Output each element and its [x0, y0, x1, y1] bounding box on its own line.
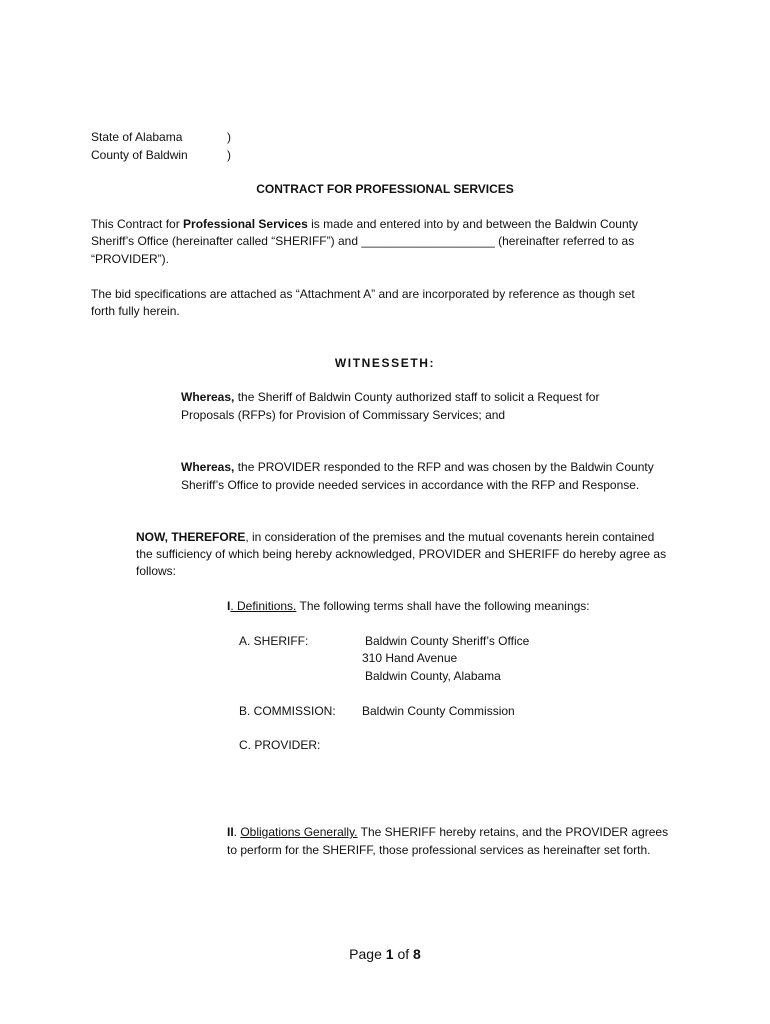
witnesseth-heading: WITNESSETH: — [334, 356, 436, 370]
section-2-line-1 — [227, 824, 668, 842]
definition-a-line-2: 310 Hand Avenue — [362, 651, 458, 665]
section-text: The following terms shall have the following meanings: — [296, 599, 590, 613]
caption-paren: ) — [227, 130, 231, 144]
intro-bold-term: Professional Services — [183, 217, 308, 231]
now-therefore-line-2: the sufficiency of which being hereby acknowledged, PROVIDER and SHERIFF do hereby agree as — [136, 547, 667, 561]
now-therefore-line-3: follows: — [136, 564, 177, 578]
bid-line-2: forth fully herein. — [91, 304, 180, 318]
section-text: The SHERIFF hereby retains, and the PROVIDER agrees — [357, 825, 669, 839]
whereas-keyword: Whereas, — [181, 460, 235, 474]
now-therefore-keyword: NOW, THEREFORE — [136, 530, 246, 544]
section-2-line-2: to perform for the SHERIFF, those professional services as hereinafter set forth. — [227, 843, 651, 857]
section-title: . Definitions. — [230, 599, 297, 613]
whereas-1-line-1 — [181, 389, 599, 407]
document-title: CONTRACT FOR PROFESSIONAL SERVICES — [256, 182, 514, 196]
now-therefore-text: , in consideration of the premises and the mutual covenants herein contained — [245, 530, 655, 544]
whereas-keyword: Whereas, — [181, 390, 235, 404]
county-caption: County of Baldwin — [91, 148, 188, 162]
definition-a-label: A. SHERIFF: — [239, 634, 309, 648]
state-caption: State of Alabama — [91, 130, 183, 144]
bid-line-1: The bid specifications are attached as “Attachment A” and are incorporated by reference as though set — [91, 287, 635, 301]
definition-a-line-1: Baldwin County Sheriff’s Office — [365, 634, 530, 648]
intro-text: This Contract for — [91, 217, 184, 231]
section-title: Obligations Generally. — [240, 825, 358, 839]
whereas-text: the Sheriff of Baldwin County authorized staff to solicit a Request for — [234, 390, 600, 404]
intro-line-1 — [91, 216, 638, 234]
caption-paren: ) — [227, 148, 231, 162]
whereas-1-line-2: Proposals (RFPs) for Provision of Commissary Services; and — [181, 408, 506, 422]
section-separator: . — [233, 825, 241, 839]
total-page-count: 8 — [413, 946, 421, 962]
definition-b-label: B. COMMISSION: — [239, 704, 336, 718]
section-number: II — [227, 825, 234, 839]
intro-line-2: Sheriff’s Office (hereinafter called “SHERIFF”) and ____________________ (hereinafter referred to as — [91, 234, 635, 248]
intro-line-3: “PROVIDER”). — [91, 252, 169, 266]
definition-b-value: Baldwin County Commission — [362, 704, 515, 718]
page-footer — [0, 946, 770, 964]
whereas-text: the PROVIDER responded to the RFP and was chosen by the Baldwin County — [234, 460, 654, 474]
now-therefore-line-1 — [136, 529, 654, 547]
definition-c-label: C. PROVIDER: — [239, 738, 321, 752]
section-1-heading — [227, 598, 590, 616]
page-label: Page — [349, 946, 382, 962]
intro-text: is made and entered into by and between the Baldwin County — [307, 217, 638, 231]
definition-a-line-3: Baldwin County, Alabama — [365, 669, 501, 683]
whereas-2-line-2: Sheriff’s Office to provide needed services in accordance with the RFP and Response. — [181, 478, 640, 492]
section-number: I — [227, 599, 231, 613]
current-page-number: 1 — [385, 946, 394, 962]
page-of-label: of — [397, 946, 410, 962]
whereas-2-line-1 — [181, 459, 654, 477]
